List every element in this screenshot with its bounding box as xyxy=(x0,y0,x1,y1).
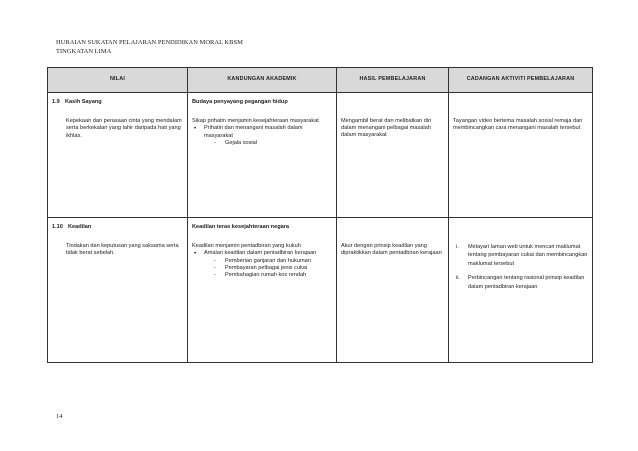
nilai-name: Keadilan xyxy=(68,224,92,230)
kandungan-bullet-list xyxy=(192,125,332,147)
list-item xyxy=(453,243,588,268)
nilai-title xyxy=(52,224,183,231)
header-title: HURAIAN SUKATAN PELAJARAN PENDIDIKAN MORAL KBSM xyxy=(56,39,243,46)
nilai-cell xyxy=(48,218,188,363)
kandungan-bullet-list xyxy=(192,250,332,279)
header-subtitle: TINGKATAN LIMA xyxy=(56,48,112,55)
document-header xyxy=(56,38,243,56)
list-item: - Pemberian ganjaran dan hukuman xyxy=(214,258,332,265)
list-item: - Gejala sosial xyxy=(214,140,332,147)
column-header-kandungan: KANDUNGAN AKADEMIK xyxy=(188,68,337,93)
kandungan-dash-list xyxy=(204,258,332,280)
nilai-title xyxy=(52,99,183,106)
list-item xyxy=(453,274,588,291)
nilai-number: 1.10 xyxy=(52,224,63,230)
kandungan-intro: Keadilan menjamin pentadbiran yang kukuh xyxy=(192,243,301,250)
list-item xyxy=(192,250,332,279)
bullet-text: Amalan keadilan dalam pentadbiran kerajaan xyxy=(204,250,317,257)
nilai-number: 1.9 xyxy=(52,99,60,105)
hasil-text: Akur dengan prinsip keadilan yang dipraktikkan dalam pentadbiran kerajaan xyxy=(341,243,442,257)
table-header-row xyxy=(48,68,593,93)
list-text: Perbincangan tentang rasional prinsip keadilan dalam pentadbiran kerajaan xyxy=(468,275,585,290)
bullet-text: Prihatin dan menangani masalah dalam masyarakat xyxy=(204,125,303,139)
kandungan-dash-list xyxy=(204,140,332,147)
aktiviti-text: Tayangan video bertema masalah sosial remaja dan membincangkan cara menangani masalah tersebut xyxy=(453,118,583,132)
column-header-nilai: NILAI xyxy=(48,68,188,93)
list-item xyxy=(192,125,332,147)
list-text: Melayari laman web untuk mencari maklumat tentang pembayaran cukai dan membincangkan maklumat tersebut xyxy=(468,244,588,267)
nilai-cell xyxy=(48,93,188,218)
aktiviti-cell xyxy=(449,93,593,218)
column-header-hasil: HASIL PEMBELAJARAN xyxy=(337,68,449,93)
kandungan-title: Keadilan teras kesejahteraan negara xyxy=(192,224,290,230)
aktiviti-list xyxy=(453,243,588,291)
nilai-name: Kasih Sayang xyxy=(65,99,102,105)
kandungan-cell xyxy=(188,93,337,218)
list-item: - Pembayaran pelbagai jenis cukai xyxy=(214,265,332,272)
page-number: 14 xyxy=(56,413,63,420)
nilai-description: Tindakan dan keputusan yang saksama serta tidak berat sebelah. xyxy=(66,243,179,257)
nilai-description: Kepekaan dan perasaan cinta yang mendalam serta berkekalan yang lahir daripada hati yang ikhlas. xyxy=(66,118,182,139)
syllabus-table xyxy=(47,67,593,363)
hasil-cell xyxy=(337,93,449,218)
kandungan-title: Budaya penyayang pegangan hidup xyxy=(192,99,288,105)
list-marker: ii. xyxy=(456,275,461,282)
table-row xyxy=(48,218,593,363)
aktiviti-cell xyxy=(449,218,593,363)
table-row xyxy=(48,93,593,218)
column-header-aktiviti: CADANGAN AKTIVITI PEMBELAJARAN xyxy=(449,68,593,93)
hasil-cell xyxy=(337,218,449,363)
list-marker: i. xyxy=(456,244,459,250)
hasil-text: Mengambil berat dan melibatkan diri dalam menangani pelbagai masalah dalam masyarakat xyxy=(341,118,432,139)
kandungan-intro: Sikap prihatin menjamin kesejahteraan masyarakat xyxy=(192,118,319,125)
kandungan-cell xyxy=(188,218,337,363)
list-item: - Pembahagian rumah kos rendah xyxy=(214,272,332,279)
